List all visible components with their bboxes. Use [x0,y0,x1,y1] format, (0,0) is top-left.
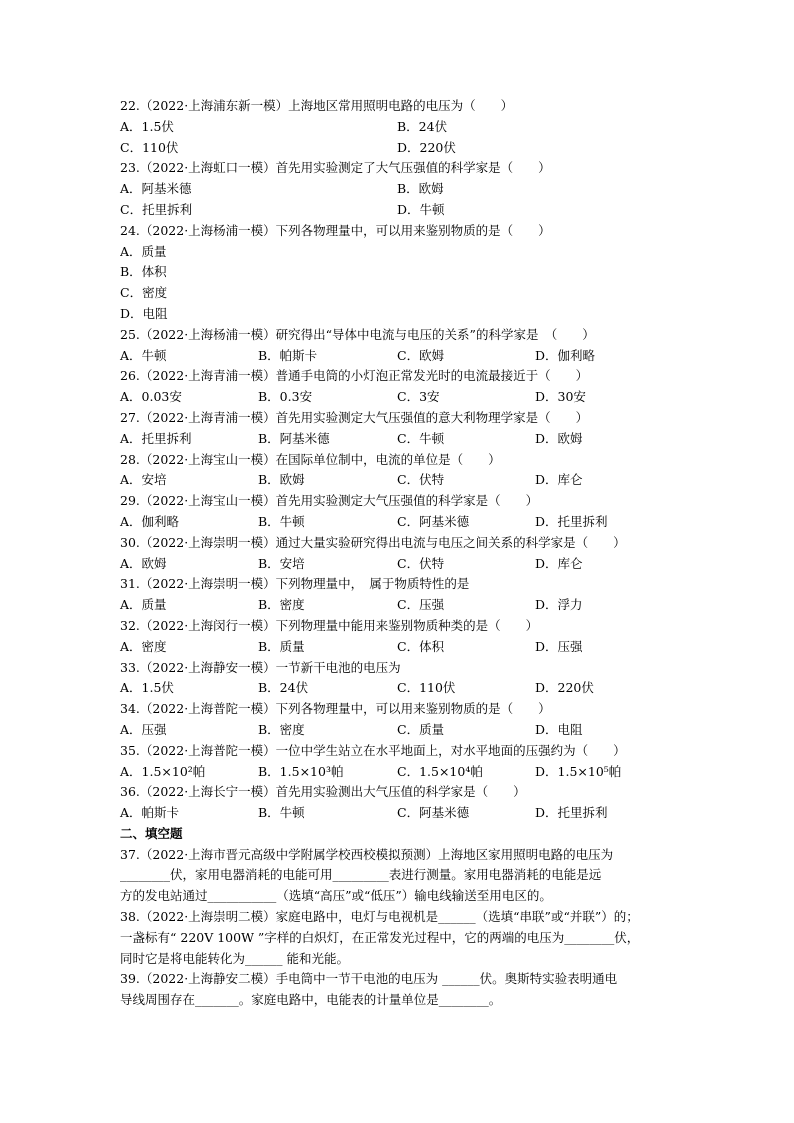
option-row [120,138,680,159]
option: D．220伏 [397,139,456,155]
fill-in-question-stem: 37.（2022·上海市晋元高级中学附属学校西校模拟预测）上海地区家用照明电路的电压为 [120,846,614,862]
option: A．阿基米德 [120,181,192,197]
option: B．0.3安 [258,389,313,405]
option-row [120,346,680,367]
option: A．质量 [120,243,167,259]
option: B．密度 [258,597,305,613]
question-stem: 32.（2022·上海闵行一模）下列物理量中能用来鉴别物质种类的是（ ） [120,617,539,633]
option: A．托里拆利 [120,430,192,446]
option-row [120,678,680,699]
section-title: 二、填空题 [120,825,183,841]
fill-in-question-line: 导线周围存在_______。家庭电路中，电能表的计量单位是________。 [120,992,502,1008]
option: A．压强 [120,721,167,737]
option-row [120,512,680,533]
option: B．帕斯卡 [258,347,318,363]
option: D．托里拆利 [535,513,608,529]
question-stem: 35.（2022·上海普陀一模）一位中学生站立在水平地面上，对水平地面的压强约为（ ） [120,742,626,758]
option-row [120,470,680,491]
option: D．电阻 [120,305,168,321]
option: C．1.5×10⁴帕 [397,763,483,779]
option: D．压强 [535,638,583,654]
question-stem: 23.（2022·上海虹口一模）首先用实验测定了大气压强值的科学家是（ ） [120,160,551,176]
fill-in-question-line: 一盏标有“ 220V 100W ”字样的白炽灯，在正常发光过程中，它的两端的电压为________伏， [120,929,640,945]
option: B．牛顿 [258,513,305,529]
option-row [120,387,680,408]
question-stem: 28.（2022·上海宝山一模）在国际单位制中，电流的单位是（ ） [120,451,501,467]
option: C．质量 [397,721,445,737]
option: A．1.5伏 [120,680,174,696]
question-stem: 26.（2022·上海青浦一模）普通手电筒的小灯泡正常发光时的电流最接近于（ ） [120,368,589,384]
option: D．浮力 [535,597,583,613]
question-stem: 33.（2022·上海静安一模）一节新干电池的电压为 [120,659,401,675]
option-row [120,803,680,824]
option: D．伽利略 [535,347,596,363]
option: A．密度 [120,638,167,654]
option: B．24伏 [258,680,309,696]
option: A．伽利略 [120,513,180,529]
option: B．阿基米德 [258,430,330,446]
option: B．牛顿 [258,805,305,821]
option: C．密度 [120,285,168,301]
option: B．质量 [258,638,305,654]
option: D．220伏 [535,680,594,696]
option: B．欧姆 [258,472,305,488]
option: D．托里拆利 [535,805,608,821]
option: B．欧姆 [397,181,444,197]
option-row [120,637,680,658]
option-row [120,720,680,741]
fill-in-question-stem: 38.（2022·上海崇明二模）家庭电路中，电灯与电视机是______（选填“串联”或“并联”）的； [120,909,639,925]
option: D．电阻 [535,721,583,737]
option: A．欧姆 [120,555,167,571]
question-stem: 29.（2022·上海宝山一模）首先用实验测定大气压强值的科学家是（ ） [120,493,539,509]
option: C．阿基米德 [397,805,470,821]
option-row [120,200,680,221]
question-stem: 31.（2022·上海崇明一模）下列物理量中， 属于物质特性的是 [120,576,470,592]
option: A．质量 [120,597,167,613]
option: C．3安 [397,389,440,405]
option: A．0.03安 [120,389,182,405]
option: B．安培 [258,555,305,571]
option-row [120,554,680,575]
option: C．欧姆 [397,347,445,363]
option: D．牛顿 [397,201,445,217]
fill-in-question-line: ________伏，家用电器消耗的电能可用_________表进行测量。家用电器消耗的电能是远 [120,867,602,883]
option: C．体积 [397,638,445,654]
option: B．密度 [258,721,305,737]
question-stem: 27.（2022·上海青浦一模）首先用实验测定大气压强值的意大利物理学家是（ ） [120,409,589,425]
option: D．1.5×10⁵帕 [535,763,622,779]
option: D．库仑 [535,555,583,571]
question-stem: 36.（2022·上海长宁一模）首先用实验测出大气压值的科学家是（ ） [120,784,526,800]
question-stem: 34.（2022·上海普陀一模）下列各物理量中，可以用来鉴别物质的是（ ） [120,701,551,717]
option-row [120,762,680,783]
option: C．托里拆利 [120,201,193,217]
option-row [120,117,680,138]
fill-in-question-stem: 39.（2022·上海静安二模）手电筒中一节干电池的电压为 ______伏。奥斯特实验表明通电 [120,971,618,987]
option: A．帕斯卡 [120,805,180,821]
option: D．30安 [535,389,586,405]
option: C．压强 [397,597,445,613]
option: B．体积 [120,264,167,280]
option: C．伏特 [397,555,445,571]
option: D．欧姆 [535,430,583,446]
option-row [120,179,680,200]
option: B．24伏 [397,118,448,134]
option-row [120,595,680,616]
question-stem: 24.（2022·上海杨浦一模）下列各物理量中，可以用来鉴别物质的是（ ） [120,222,551,238]
question-stem: 25.（2022·上海杨浦一模）研究得出“导体中电流与电压的关系”的科学家是 （ ） [120,326,595,342]
option: A．安培 [120,472,167,488]
option: B．1.5×10³帕 [258,763,344,779]
option: C．110伏 [397,680,456,696]
option: A．牛顿 [120,347,167,363]
option: A．1.5×10²帕 [120,763,206,779]
option-row [120,429,680,450]
option: C．伏特 [397,472,445,488]
option: A．1.5伏 [120,118,174,134]
question-stem: 22.（2022·上海浦东新一模）上海地区常用照明电路的电压为（ ） [120,98,514,113]
fill-in-question-line: 方的发电站通过___________（选填“高压”或“低压”）输电线输送至用电区的。 [120,888,552,904]
fill-in-question-line: 同时它是将电能转化为______ 能和光能。 [120,950,349,966]
question-list [120,96,680,1011]
option: C．牛顿 [397,430,445,446]
question-stem: 30.（2022·上海崇明一模）通过大量实验研究得出电流与电压之间关系的科学家是（ ） [120,534,626,550]
option: D．库仑 [535,472,583,488]
option: C．110伏 [120,139,179,155]
option: C．阿基米德 [397,513,470,529]
